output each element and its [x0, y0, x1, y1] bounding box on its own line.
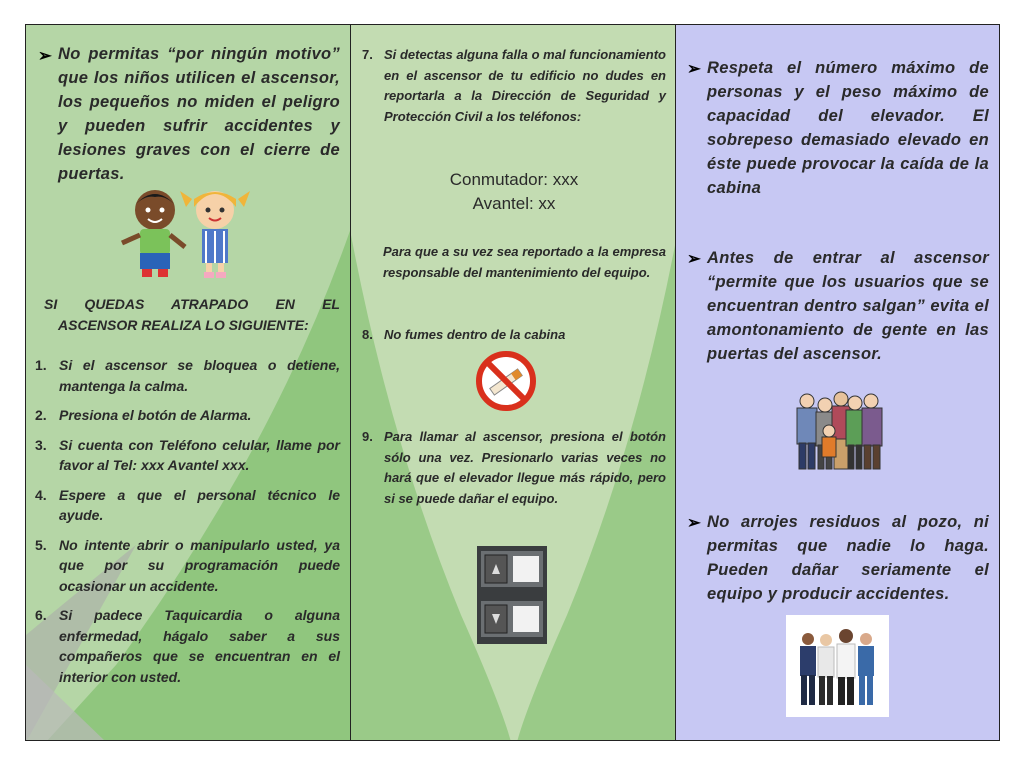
staff-photo: [786, 615, 889, 717]
list-item: 3. Si cuenta con Teléfono celular, llame por favor al Tel: xxx Avantel xxx.: [35, 436, 340, 473]
trapped-heading-line2: ASCENSOR REALIZA LO SIGUIENTE:: [58, 317, 309, 333]
item-9-number: 9.: [362, 429, 373, 444]
no-smoking-icon: [475, 347, 537, 415]
bullet-arrow-icon: ➢: [687, 250, 702, 268]
list-item: 4. Espere a que el personal técnico le ayude.: [35, 486, 340, 523]
panel-left: [25, 24, 351, 741]
list-item: 2. Presiona el botón de Alarma.: [35, 407, 252, 423]
list-item: 5. No intente abrir o manipularlo usted, ya que por su programación puede ocasionar un accidente.: [35, 536, 340, 594]
item-8-text: No fumes dentro de la cabina: [384, 327, 566, 342]
children-illustration: [110, 185, 260, 280]
bullet-arrow-icon: ➢: [687, 514, 702, 532]
bullet-arrow-icon: ➢: [38, 47, 53, 65]
item-7-number: 7.: [362, 47, 373, 62]
item-9-text: Para llamar al ascensor, presiona el botón sólo una vez. Presionarlo varias veces no hará que el elevador llegue más rápido, pero si se puede dañar el equipo.: [384, 429, 666, 506]
no-waste-text: No arrojes residuos al pozo, ni permitas que nadie lo haga. Pueden dañar seriamente el equipo y producir accidentes.: [707, 513, 989, 603]
item-8-number: 8.: [362, 327, 373, 342]
exit-first-text: Antes de entrar al ascensor “permite que los usuarios que se encuentran dentro salgan” evita el amontonamiento de gente en las puertas del ascensor.: [707, 249, 989, 363]
panel-right: [675, 24, 1000, 741]
phone-avantel: Avantel: xx: [472, 194, 556, 213]
list-item: 1. Si el ascensor se bloquea o detiene, mantenga la calma.: [35, 357, 340, 394]
phone-conmutador: Conmutador: xxx: [449, 170, 579, 189]
capacity-text: Respeta el número máximo de personas y el peso máximo de capacidad del elevador. El sobrepeso demasiado elevado en éste puede provocar la caída de la cabina: [707, 59, 989, 197]
bullet-arrow-icon: ➢: [687, 60, 702, 78]
panel-middle: [350, 24, 676, 741]
list-item: 6. Si padece Taquicardia o alguna enfermedad, hágalo saber a sus compañeros que se encuentran en el interior con usted.: [35, 607, 340, 685]
elevator-buttons-image: [477, 546, 547, 644]
intro-text: No permitas “por ningún motivo” que los niños utilicen el ascensor, los pequeños no miden el peligro y pueden sufrir accidentes y lesiones graves con el cierre de puertas.: [58, 45, 340, 183]
crowd-illustration: [789, 385, 893, 477]
steps-list: [35, 355, 340, 696]
trapped-heading-line1: SI QUEDAS ATRAPADO EN EL: [44, 296, 340, 312]
item-7-text: Si detectas alguna falla o mal funcionamiento en el ascensor de tu edificio no dudes en reportarla a la Dirección de Seguridad y Protección Civil a los teléfonos:: [384, 47, 666, 124]
report-text: Para que a su vez sea reportado a la empresa responsable del mantenimiento del equipo.: [383, 244, 666, 280]
